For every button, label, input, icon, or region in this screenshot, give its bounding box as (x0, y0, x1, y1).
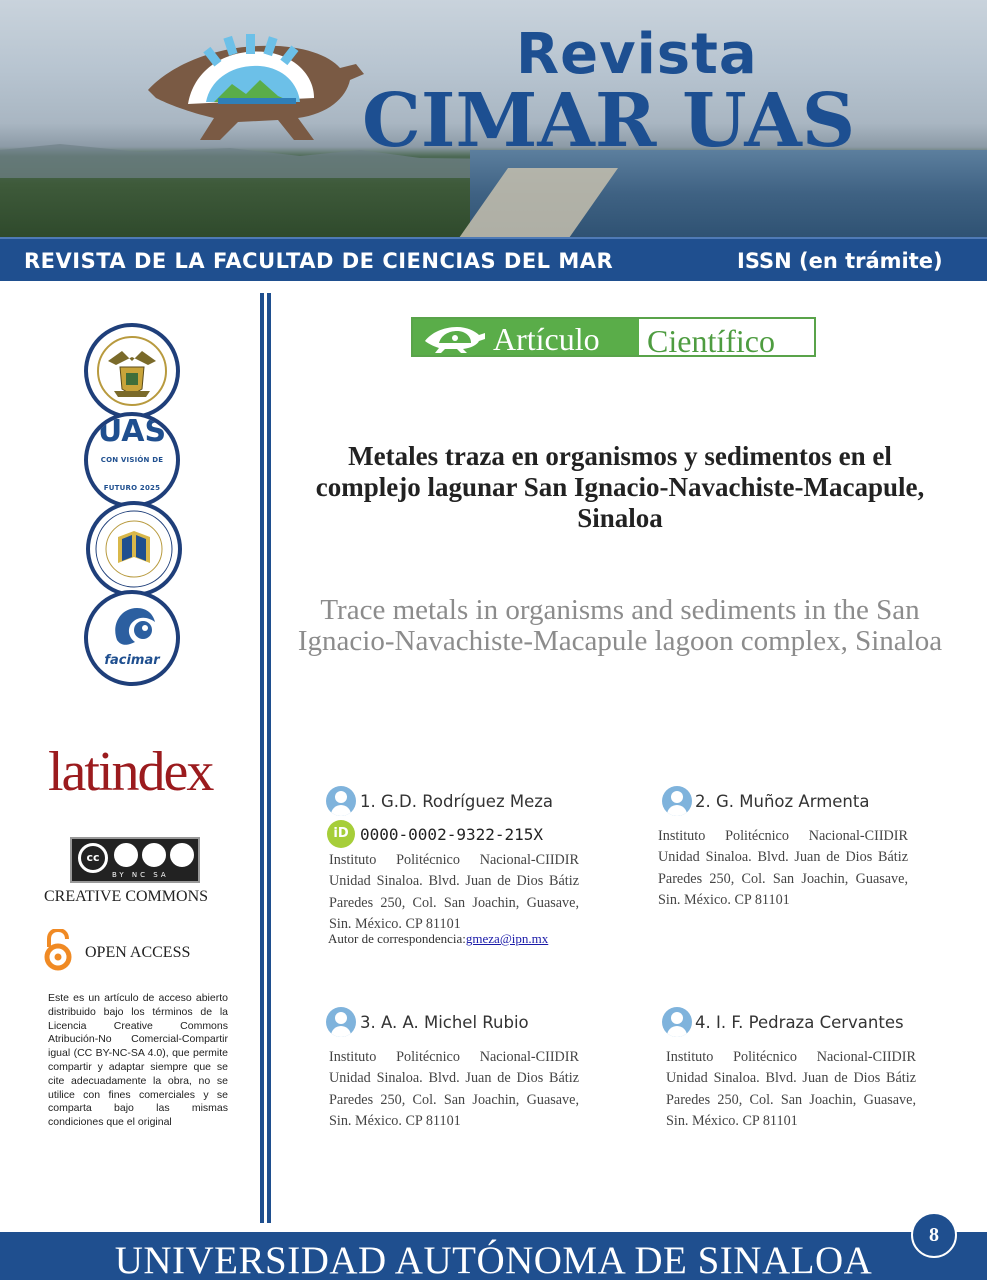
user-icon (326, 786, 356, 816)
author-1-orcid[interactable]: 0000-0002-9322-215X (360, 825, 544, 844)
cc-license-badge (70, 837, 200, 883)
footer-bar (0, 1232, 987, 1280)
divider-line-left (260, 293, 264, 1223)
user-icon (326, 1007, 356, 1037)
uas-vision-2025-logo (84, 412, 180, 508)
issn-label: ISSN (en trámite) (737, 249, 943, 273)
creative-commons-label: CREATIVE COMMONS (44, 888, 209, 905)
article-label-part1: Artículo (493, 321, 600, 357)
article-title-spanish: Metales traza en organismos y sedimentos en el complejo lagunar San Ignacio-Navachiste-Macapule, Sinaloa (315, 441, 925, 533)
uas-crest-icon (84, 323, 180, 419)
header-banner (0, 0, 987, 237)
by-attribution-icon (114, 843, 138, 867)
cc-badge-labels: BY NC SA (112, 871, 169, 879)
author-1-affiliation: Instituto Politécnico Nacional-CIIDIR Unidad Sinaloa. Blvd. Juan de Dios Bátiz Paredes 250, Col. San Joachin, Guasave, Sin. México. CP 81101 (329, 852, 579, 932)
divider-line-right (267, 293, 271, 1223)
university-name: UNIVERSIDAD AUTÓNOMA DE SINALOA (114, 1239, 873, 1282)
open-access-label: OPEN ACCESS (85, 944, 191, 961)
article-type-green-box (413, 319, 639, 355)
nc-noncommercial-icon (142, 843, 166, 867)
cc-icon: cc (78, 843, 108, 873)
header-strip (0, 237, 987, 281)
turtle-logo (128, 28, 368, 143)
journal-title-line2: CIMAR UAS (362, 78, 856, 164)
latindex-logo: latindex (48, 741, 213, 803)
corresponding-author (328, 931, 548, 947)
license-text: Este es un artículo de acceso abierto distribuido bajo los términos de la Licencia Creative Commons Atribución-No Comercial-Compartir igual (CC BY-NC-SA 4.0), que permite compartir y adaptar siempre que se cite adecuadamente la obra, no se utilice con fines comerciales y se comparta bajo las mismas condiciones que el original (48, 992, 228, 1129)
uas-accreditation-seal-icon (86, 501, 182, 597)
orcid-icon[interactable]: iD (327, 820, 355, 848)
author-4-affiliation: Instituto Politécnico Nacional-CIIDIR Unidad Sinaloa. Blvd. Juan de Dios Bátiz Paredes 250, Col. San Joachin, Guasave, Sin. México. CP 81101 (666, 1049, 916, 1129)
article-type-label (411, 317, 816, 357)
journal-title-line1: Revista (516, 22, 758, 87)
author-3-affiliation: Instituto Politécnico Nacional-CIIDIR Unidad Sinaloa. Blvd. Juan de Dios Bátiz Paredes 250, Col. San Joachin, Guasave, Sin. México. CP 81101 (329, 1049, 579, 1129)
author-2-name: 2. G. Muñoz Armenta (695, 792, 870, 811)
corresponding-author-label: Autor de correspondencia: (328, 931, 466, 946)
user-icon (662, 786, 692, 816)
uas-logo-subtitle: CON VISIÓN DE FUTURO 2025 (100, 456, 164, 492)
author-2-affiliation: Instituto Politécnico Nacional-CIIDIR Unidad Sinaloa. Blvd. Juan de Dios Bátiz Paredes 250, Col. San Joachin, Guasave, Sin. México. CP 81101 (658, 828, 908, 908)
page-number-badge: 8 (911, 1212, 957, 1258)
facimar-logo (84, 590, 180, 686)
author-1-name: 1. G.D. Rodríguez Meza (360, 792, 554, 811)
uas-logo-text: UAS (97, 414, 167, 449)
author-3-name: 3. A. A. Michel Rubio (360, 1013, 529, 1032)
corresponding-author-email-link[interactable]: gmeza@ipn.mx (465, 931, 549, 946)
user-icon (662, 1007, 692, 1037)
sa-sharealike-icon (170, 843, 194, 867)
turtle-icon (421, 323, 487, 353)
article-label-part2: Científico (647, 323, 775, 359)
author-4-name: 4. I. F. Pedraza Cervantes (695, 1013, 904, 1032)
faculty-name: REVISTA DE LA FACULTAD DE CIENCIAS DEL MAR (24, 249, 614, 273)
article-title-english: Trace metals in organisms and sediments in the San Ignacio-Navachiste-Macapule lagoon complex, Sinaloa (297, 594, 943, 657)
open-access-icon (43, 929, 73, 971)
facimar-logo-text: facimar (104, 653, 160, 668)
